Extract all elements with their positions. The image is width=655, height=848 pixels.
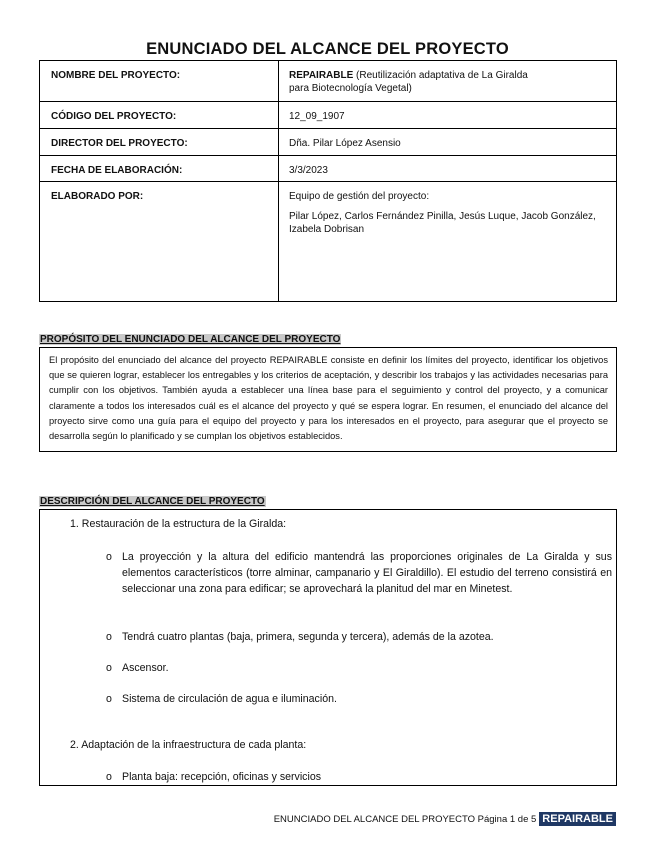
project-name-line1: (Reutilización adaptativa de La Giralda xyxy=(353,70,528,81)
list-item: Sistema de circulación de agua e iluminación. xyxy=(122,693,337,705)
description-box xyxy=(39,509,617,786)
project-name-value xyxy=(279,61,617,102)
table-row xyxy=(40,61,617,102)
creation-date-label: FECHA DE ELABORACIÓN: xyxy=(40,156,279,182)
bullet-icon: o xyxy=(106,771,112,783)
authors-value xyxy=(279,182,617,302)
table-row xyxy=(40,102,617,129)
description-heading: DESCRIPCIÓN DEL ALCANCE DEL PROYECTO xyxy=(40,496,265,507)
item-number: 1. xyxy=(70,518,79,530)
project-director-value: Dña. Pilar López Asensio xyxy=(279,129,617,156)
page-footer xyxy=(274,812,616,826)
project-name-label: NOMBRE DEL PROYECTO: xyxy=(40,61,279,102)
item-number: 2. xyxy=(70,739,79,751)
project-name-line2: para Biotecnología Vegetal) xyxy=(289,83,412,94)
footer-text: ENUNCIADO DEL ALCANCE DEL PROYECTO Página 1 de 5 xyxy=(273,813,537,825)
project-code-value: 12_09_1907 xyxy=(279,102,617,129)
item-text: Adaptación de la infraestructura de cada planta: xyxy=(81,739,307,751)
table-row xyxy=(40,156,617,182)
bullet-icon: o xyxy=(106,551,112,563)
table-row xyxy=(40,182,617,302)
project-name-bold: REPAIRABLE xyxy=(289,70,354,81)
purpose-box xyxy=(39,347,617,452)
authors-team: Equipo de gestión del proyecto: xyxy=(289,191,430,202)
page-title: ENUNCIADO DEL ALCANCE DEL PROYECTO xyxy=(146,40,509,58)
creation-date-value: 3/3/2023 xyxy=(279,156,617,182)
purpose-text: El propósito del enunciado del alcance del proyecto REPAIRABLE consiste en definir los límites del proyecto, identificar los objetivos que se quieren lograr, establecer los entregables y los criterios de aceptación, y describir los trabajos y las actividades necesarias para cumplir con los objetivos. También ayuda a establecer una línea base para el seguimiento y control del proyecto, y a comunicar claramente a todos los interesados cuál es el alcance del proyecto y qué se espera lograr. En resumen, el enunciado del alcance del proyecto sirve como una guía para el equipo del proyecto y para los interesados en el proyecto, para asegurar que el proyecto se desarrolla según lo planificado y se cumplan los objetivos establecidos. xyxy=(49,355,608,442)
brand-logo: REPAIRABLE xyxy=(539,812,616,826)
item-text: Restauración de la estructura de la Giralda: xyxy=(81,518,287,530)
list-item: La proyección y la altura del edificio mantendrá las proporciones originales de La Giralda y sus elementos característicos (torre alminar, campanario y El Giraldillo). El estudio del terreno consistirá en seleccionar una zona para edificar; se aprovechará la planitud del mar en Minetest. xyxy=(122,551,612,596)
authors-label: ELABORADO POR: xyxy=(40,182,279,302)
list-item xyxy=(70,518,286,530)
list-item: Planta baja: recepción, oficinas y servicios xyxy=(122,771,322,783)
bullet-icon: o xyxy=(106,693,112,705)
table-row xyxy=(40,129,617,156)
project-code-label: CÓDIGO DEL PROYECTO: xyxy=(40,102,279,129)
list-item: Ascensor. xyxy=(122,662,169,674)
bullet-icon: o xyxy=(106,662,112,674)
list-item xyxy=(70,739,306,751)
authors-names: Pilar López, Carlos Fernández Pinilla, Jesús Luque, Jacob González, Izabela Dobrisan xyxy=(289,211,596,235)
project-director-label: DIRECTOR DEL PROYECTO: xyxy=(40,129,279,156)
project-info-table xyxy=(39,60,617,302)
purpose-heading: PROPÓSITO DEL ENUNCIADO DEL ALCANCE DEL PROYECTO xyxy=(40,334,341,345)
list-item: Tendrá cuatro plantas (baja, primera, segunda y tercera), además de la azotea. xyxy=(122,631,494,643)
bullet-icon: o xyxy=(106,631,112,643)
